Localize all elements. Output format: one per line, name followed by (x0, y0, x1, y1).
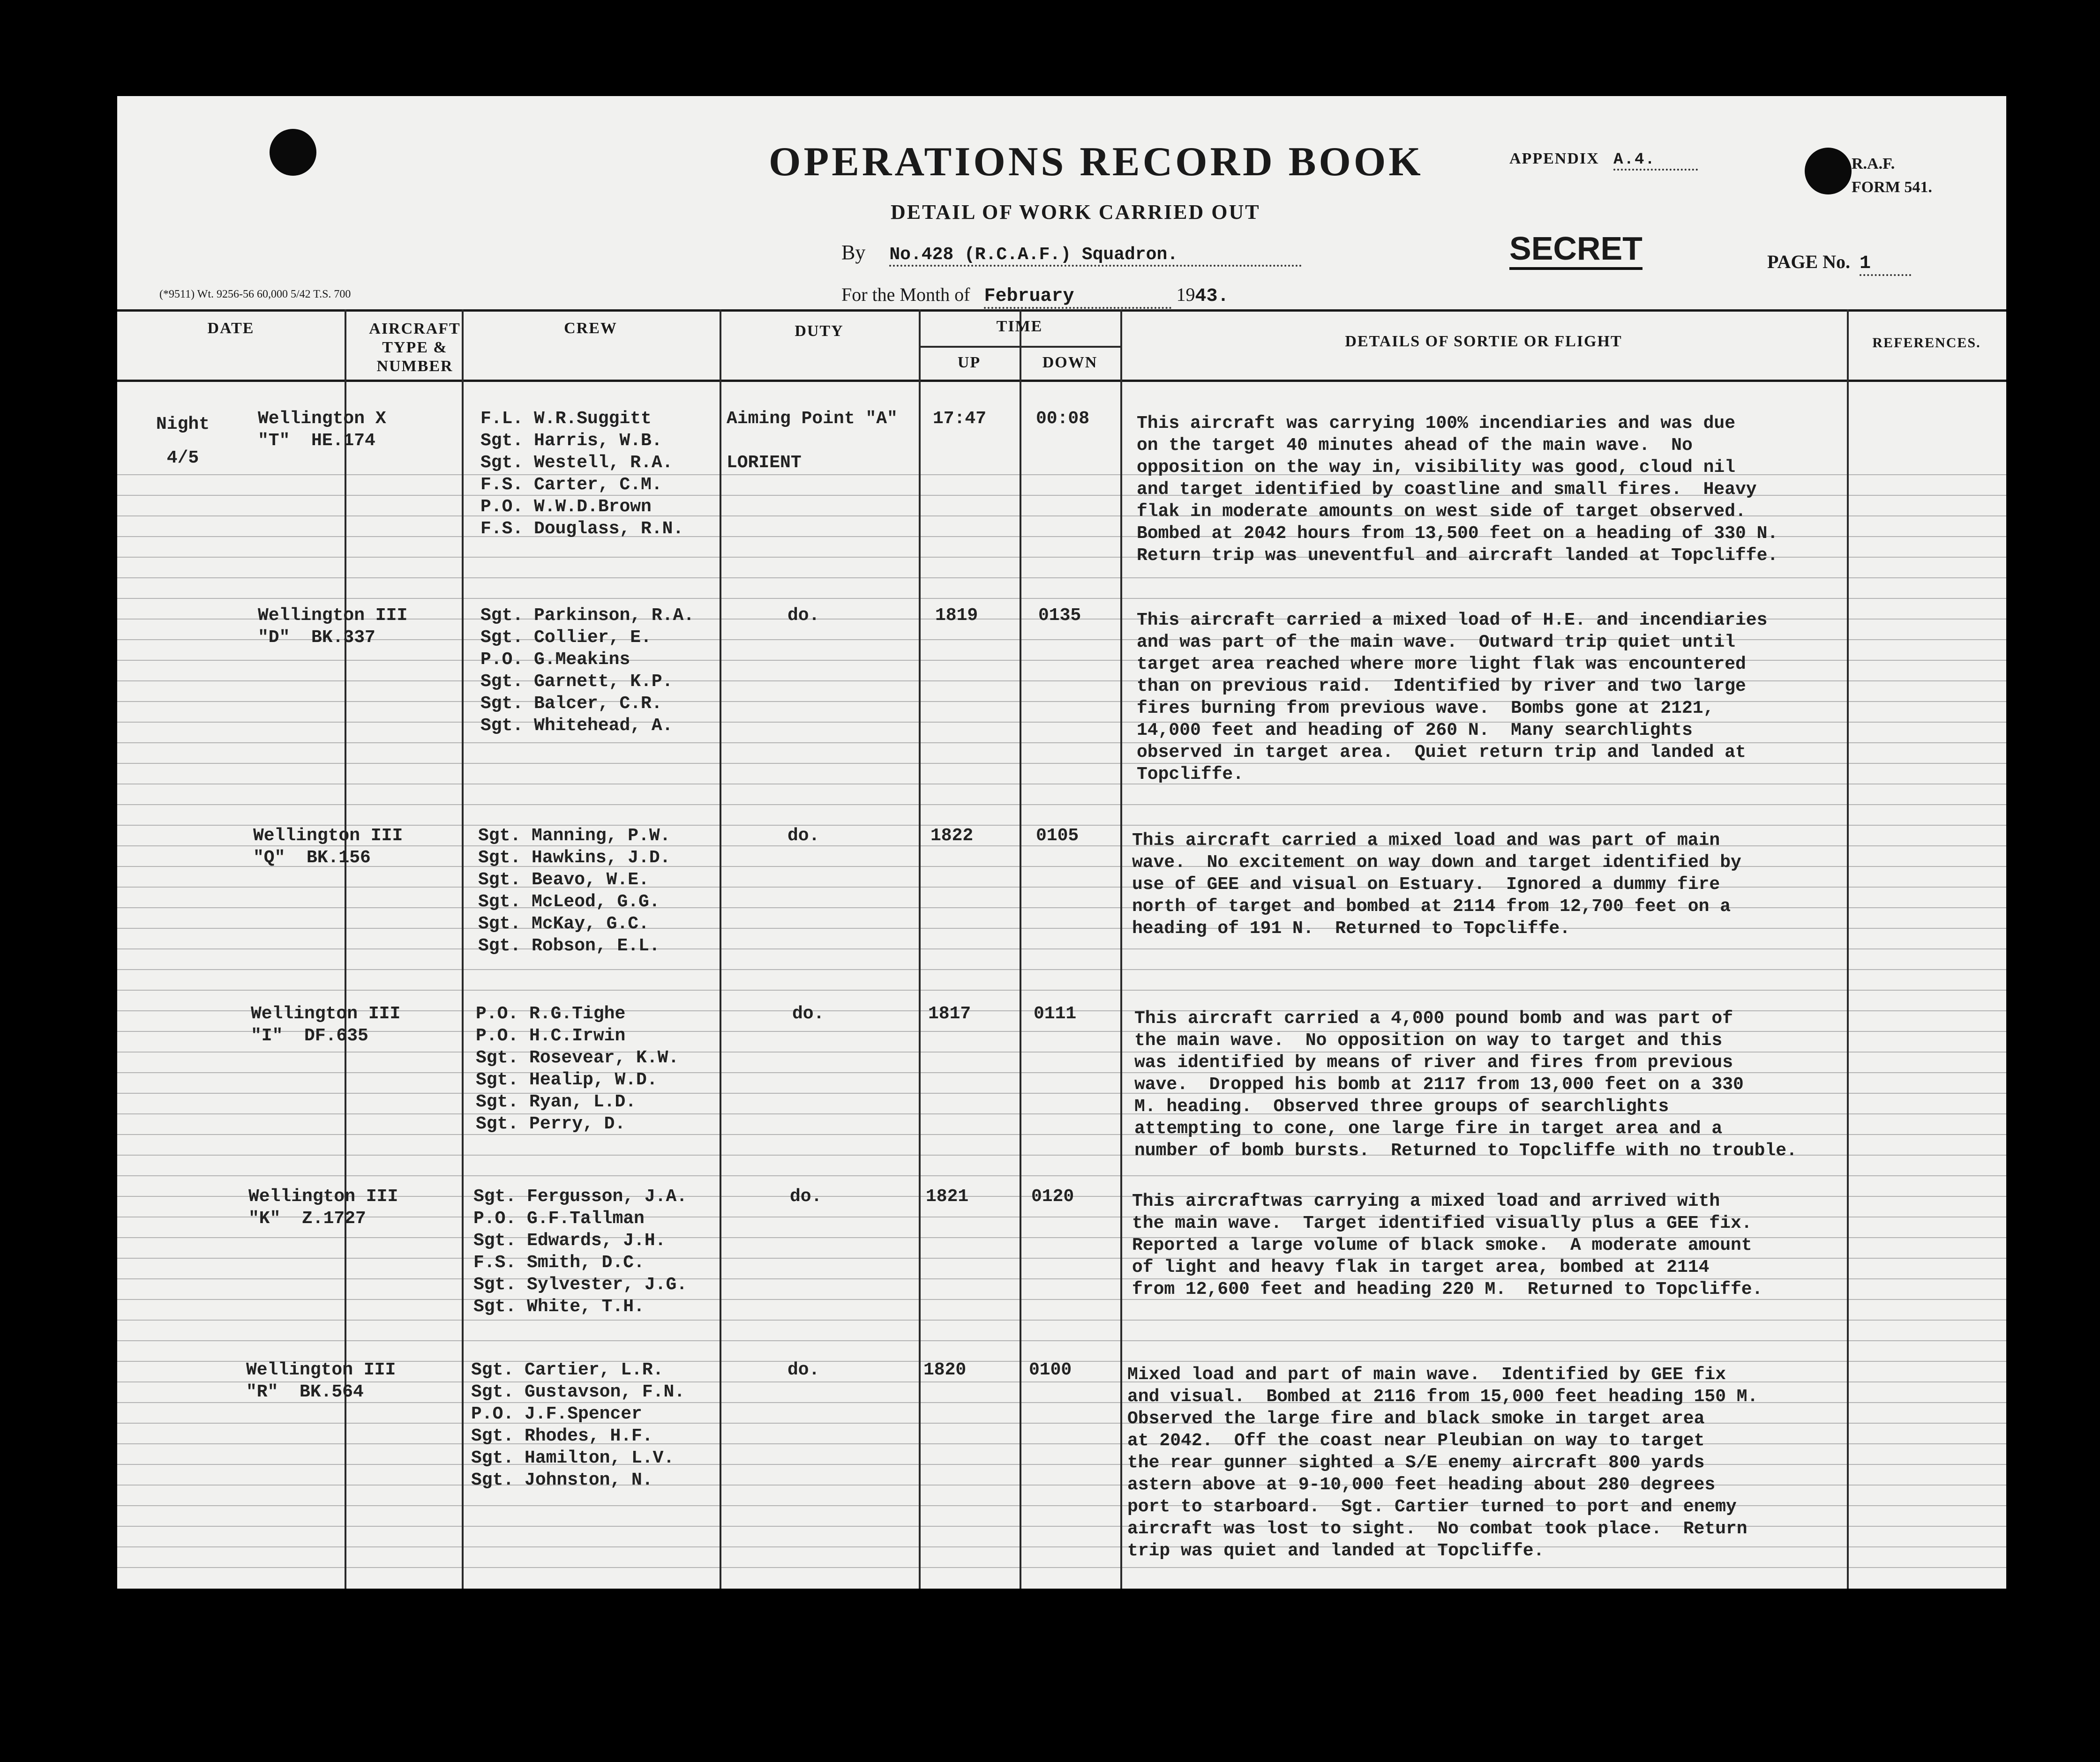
row-details: This aircraftwas carrying a mixed load and arrived with the main wave. Target identified visually plus a GEE fix. Reported a large volume of black smoke. A moderate amount of light and heavy flak in target area, bombed at 2114 from 12,600 feet and heading 220 M. Returned to Topcliffe. (1132, 1191, 1763, 1299)
row-aircraft: Wellington III "Q" BK.156 (253, 826, 403, 868)
row-time-down: 0100 (1029, 1360, 1072, 1380)
row-date: Night 4/5 (156, 414, 210, 468)
row-details: This aircraft carried a mixed load and was part of main wave. No excitement on way down and target identified by use of GEE and visual on Estuary. Ignored a dummy fire north of target and bombed at 2114 from 12,700 feet on a heading of 191 N. Returned to Topcliffe. (1132, 830, 1741, 939)
row-time-up: 1822 (930, 826, 974, 846)
row-time-down: 00:08 (1036, 409, 1090, 429)
col-details: DETAILS OF SORTIE OR FLIGHT (1345, 333, 1622, 350)
row-duty: do. (788, 1360, 820, 1380)
row-crew: Sgt. Manning, P.W. Sgt. Hawkins, J.D. Sgt. Beavo, W.E. Sgt. McLeod, G.G. Sgt. McKay, G.C. Sgt. Robson, E.L. (478, 826, 671, 956)
row-aircraft: Wellington III "I" DF.635 (251, 1004, 401, 1046)
row-crew: Sgt. Parkinson, R.A. Sgt. Collier, E. P.O. G.Meakins Sgt. Garnett, K.P. Sgt. Balcer, C.R. Sgt. Whitehead, A. (480, 605, 695, 736)
row-duty: do. (788, 605, 820, 626)
page-number (1767, 251, 1911, 276)
row-details: Mixed load and part of main wave. Identified by GEE fix and visual. Bombed at 2116 from 15,000 feet heading 150 M. Observed the large fire and black smoke in target area at 2042. Off the coast near Pleubian on way to target the rear gunner sighted a S/E enemy aircraft 800 yards astern above at 9-10,000 feet heading about 280 degrees port to starboard. Sgt. Cartier turned to port and enemy aircraft was lost to sight. No combat took place. Return trip was quiet and landed at Topcliffe. (1127, 1365, 1758, 1561)
appendix-value: A.4. (1613, 151, 1698, 171)
row-duty: Aiming Point "A" LORIENT (727, 409, 898, 473)
row-time-down: 0135 (1038, 605, 1081, 626)
row-crew: P.O. R.G.Tighe P.O. H.C.Irwin Sgt. Rosevear, K.W. Sgt. Healip, W.D. Sgt. Ryan, L.D. Sgt. Perry, D. (476, 1004, 679, 1134)
row-time-up: 1817 (928, 1004, 971, 1024)
col-duty: DUTY (795, 322, 844, 340)
print-code: (*9511) Wt. 9256-56 60,000 5/42 T.S. 700 (159, 288, 351, 300)
col-references: REFERENCES. (1872, 335, 1981, 351)
row-time-up: 17:47 (933, 409, 987, 429)
form-sheet (117, 96, 2006, 1589)
page-number-value: 1 (1860, 253, 1911, 276)
squadron-label: By (841, 241, 866, 264)
row-crew: F.L. W.R.Suggitt Sgt. Harris, W.B. Sgt. Westell, R.A. F.S. Carter, C.M. P.O. W.W.D.Brown F.S. Douglass, R.N. (480, 409, 684, 539)
row-crew: Sgt. Fergusson, J.A. P.O. G.F.Tallman Sgt. Edwards, J.H. F.S. Smith, D.C. Sgt. Sylvester, J.G. Sgt. White, T.H. (473, 1187, 688, 1317)
row-duty: do. (792, 1004, 825, 1024)
appendix-label: APPENDIX (1509, 150, 1599, 167)
row-aircraft: Wellington III "K" Z.1727 (248, 1187, 398, 1229)
punch-hole (270, 129, 316, 176)
row-details: This aircraft carried a 4,000 pound bomb and was part of the main wave. No opposition on way to target and this was identified by means of river and fires from previous wave. Dropped his bomb at 2117 from 13,000 feet on a 330 M. heading. Observed three groups of searchlights attempting to cone, one large fire in target area and a number of bomb bursts. Returned to Topcliffe with no trouble. (1134, 1008, 1797, 1161)
record-table (117, 309, 2006, 1589)
year-prefix: 19 (1176, 284, 1195, 305)
row-crew: Sgt. Cartier, L.R. Sgt. Gustavson, F.N. P.O. J.F.Spencer Sgt. Rhodes, H.F. Sgt. Hamilton, L.V. Sgt. Johnston, N. (471, 1360, 685, 1490)
row-aircraft: Wellington X "T" HE.174 (258, 409, 386, 451)
col-aircraft: AIRCRAFT TYPE & NUMBER (369, 320, 461, 375)
col-date: DATE (207, 320, 255, 337)
row-time-up: 1819 (935, 605, 978, 626)
row-details: This aircraft carried a mixed load of H.E. and incendiaries and was part of the main wave. Outward trip quiet until target area reached where more light flak was encountered than on previous raid. Identified by river and two large fires burning from previous wave. Bombs gone at 2121, 14,000 feet and heading of 260 N. Many searchlights observed in target area. Quiet return trip and landed at Topcliffe. (1137, 610, 1768, 784)
row-time-up: 1820 (923, 1360, 967, 1380)
row-duty: do. (790, 1187, 822, 1207)
squadron-value: No.428 (R.C.A.F.) Squadron. (889, 245, 1302, 267)
appendix-field (1509, 150, 1698, 171)
row-details: This aircraft was carrying 100% incendiaries and was due on the target 40 minutes ahead of the main wave. No opposition on the way in, visibility was good, cloud nil and target identified by coastline and small fires. Heavy flak in moderate amounts on west side of target observed. Bombed at 2042 hours from 13,500 feet on a heading of 330 N. Return trip was uneventful and aircraft landed at Topcliffe. (1137, 413, 1778, 566)
secret-stamp: SECRET (1509, 230, 1642, 270)
col-down: DOWN (1042, 354, 1098, 371)
month-label: For the Month of (841, 284, 970, 305)
form-number-line2: FORM 541. (1852, 179, 1932, 196)
row-duty: do. (788, 826, 820, 846)
form-number-line1: R.A.F. (1852, 155, 1895, 172)
page-number-label: PAGE No. (1767, 251, 1851, 272)
row-time-down: 0120 (1031, 1187, 1074, 1207)
squadron-field (841, 240, 1302, 267)
row-aircraft: Wellington III "R" BK.564 (246, 1360, 396, 1402)
punch-hole (1805, 148, 1852, 194)
col-up: UP (957, 354, 981, 371)
month-value: February (984, 286, 1171, 309)
form-number (1852, 152, 1932, 199)
col-time: TIME (996, 318, 1043, 335)
row-time-up: 1821 (926, 1187, 969, 1207)
row-time-down: 0111 (1034, 1004, 1077, 1024)
page-subtitle: DETAIL OF WORK CARRIED OUT (891, 201, 1260, 224)
month-field (841, 284, 1229, 309)
page-title: OPERATIONS RECORD BOOK (769, 139, 1424, 185)
row-time-down: 0105 (1036, 826, 1079, 846)
year-value: 43. (1195, 286, 1229, 307)
col-crew: CREW (564, 320, 617, 337)
row-aircraft: Wellington III "D" BK.337 (258, 605, 408, 648)
